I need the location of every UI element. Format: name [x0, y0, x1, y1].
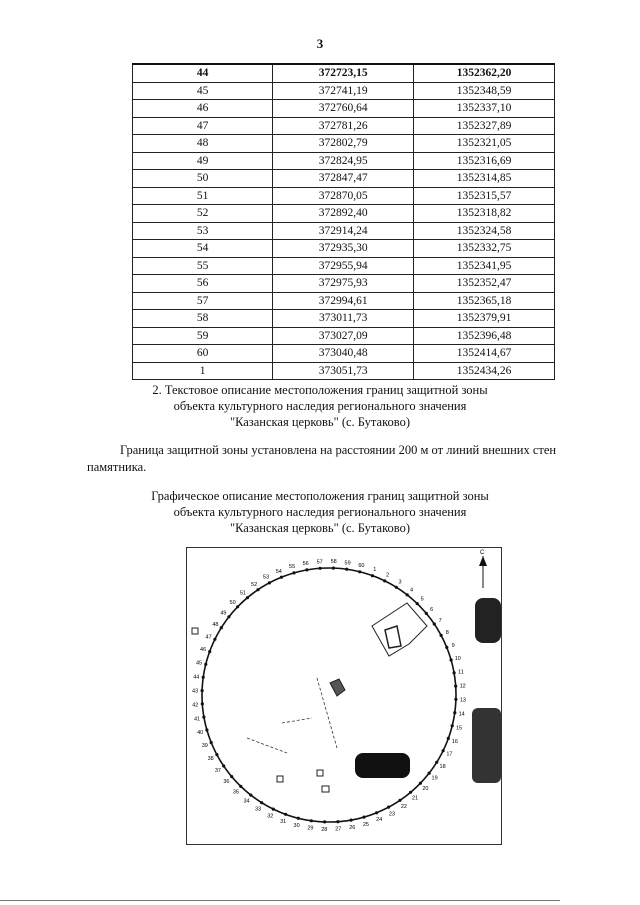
y-coordinate-cell: 1352314,85 — [414, 170, 555, 188]
boundary-point — [305, 568, 308, 571]
x-coordinate-cell: 372847,47 — [273, 170, 414, 188]
boundary-point-label: 48 — [212, 622, 219, 628]
north-label: С — [480, 550, 485, 556]
point-number-cell: 56 — [133, 275, 273, 293]
x-coordinate-cell: 372723,15 — [273, 64, 414, 82]
boundary-point-label: 41 — [193, 716, 201, 723]
boundary-point — [428, 772, 431, 775]
boundary-point-label: 14 — [458, 711, 465, 718]
y-coordinate-cell: 1352324,58 — [414, 222, 555, 240]
x-coordinate-cell: 373011,73 — [273, 310, 414, 328]
table-row — [133, 152, 555, 170]
table-row — [133, 345, 555, 363]
dark-area-right-lower — [472, 708, 501, 783]
boundary-point-label: 34 — [243, 798, 250, 805]
boundary-point-label: 12 — [459, 683, 466, 690]
boundary-point — [383, 579, 386, 582]
boundary-point-label: 28 — [321, 826, 328, 833]
section-2-line3: "Казанская церковь" (с. Бутаково) — [229, 415, 411, 429]
boundary-point-label: 53 — [263, 574, 270, 581]
boundary-point — [201, 702, 204, 705]
boundary-point-label: 11 — [458, 669, 464, 676]
y-coordinate-cell: 1352362,20 — [414, 64, 555, 82]
y-coordinate-cell: 1352365,18 — [414, 292, 555, 310]
y-coordinate-cell: 1352379,91 — [414, 310, 555, 328]
point-number-cell: 48 — [133, 135, 273, 153]
boundary-point-label: 40 — [197, 729, 204, 736]
boundary-point — [272, 808, 275, 811]
point-number-cell: 52 — [133, 205, 273, 223]
boundary-point-label: 27 — [335, 826, 342, 833]
boundary-point — [236, 605, 239, 608]
y-coordinate-cell: 1352337,10 — [414, 100, 555, 118]
boundary-point — [230, 775, 233, 778]
boundary-point — [210, 741, 213, 744]
boundary-point-label: 26 — [349, 825, 356, 831]
boundary-point-label: 19 — [431, 775, 438, 782]
boundary-point — [416, 602, 419, 605]
point-number-cell: 49 — [133, 152, 273, 170]
boundary-point-label: 29 — [307, 825, 314, 832]
point-number-cell: 53 — [133, 222, 273, 240]
boundary-point-label: 51 — [239, 590, 246, 597]
point-number-cell: 50 — [133, 170, 273, 188]
x-coordinate-cell: 372955,94 — [273, 257, 414, 275]
x-coordinate-cell: 372935,30 — [273, 240, 414, 258]
paragraph-line1: Граница защитной зоны установлена на расстоянии 200 м от линий внешних стен — [120, 443, 557, 457]
x-coordinate-cell: 372824,95 — [273, 152, 414, 170]
boundary-point — [454, 698, 457, 701]
boundary-point-label: 46 — [200, 647, 207, 654]
x-coordinate-cell: 373027,09 — [273, 327, 414, 345]
y-coordinate-cell: 1352318,82 — [414, 205, 555, 223]
boundary-point — [319, 567, 322, 570]
graphic-line3: "Казанская церковь" (с. Бутаково) — [229, 521, 411, 535]
boundary-point-label: 30 — [293, 823, 300, 829]
boundary-point — [387, 806, 390, 809]
boundary-point-label: 33 — [254, 806, 262, 813]
boundary-point-label: 57 — [316, 559, 323, 566]
boundary-point — [323, 820, 326, 823]
boundary-point — [213, 638, 216, 641]
boundary-point — [406, 593, 409, 596]
boundary-point — [204, 663, 207, 666]
small-building — [322, 786, 329, 792]
boundary-point-label: 36 — [223, 779, 230, 786]
x-coordinate-cell: 372914,24 — [273, 222, 414, 240]
boundary-point — [292, 571, 295, 574]
paragraph-line2: памятника. — [87, 460, 147, 474]
y-coordinate-cell: 1352434,26 — [414, 362, 555, 380]
boundary-point — [425, 612, 428, 615]
x-coordinate-cell: 373040,48 — [273, 345, 414, 363]
boundary-point — [419, 782, 422, 785]
boundary-point — [284, 813, 287, 816]
boundary-point-label: 10 — [454, 656, 461, 663]
boundary-point-label: 1 — [373, 567, 377, 574]
boundary-point-label: 3 — [398, 579, 402, 586]
y-coordinate-cell: 1352321,05 — [414, 135, 555, 153]
monument-outline — [330, 679, 345, 696]
point-number-cell: 45 — [133, 82, 273, 100]
point-number-cell: 54 — [133, 240, 273, 258]
boundary-point — [201, 689, 204, 692]
boundary-point — [358, 570, 361, 573]
table-row — [133, 187, 555, 205]
boundary-point-label: 20 — [422, 786, 429, 793]
boundary-point-label: 6 — [430, 606, 434, 613]
boundary-point-label: 39 — [201, 743, 208, 750]
boundary-point — [205, 728, 208, 731]
x-coordinate-cell: 372994,61 — [273, 292, 414, 310]
map-drawing — [187, 548, 501, 844]
graphic-heading — [0, 488, 640, 536]
x-coordinate-cell: 372975,93 — [273, 275, 414, 293]
boundary-point — [268, 581, 271, 584]
boundary-point — [220, 626, 223, 629]
boundary-point — [375, 811, 378, 814]
table-row — [133, 310, 555, 328]
boundary-point-label: 35 — [232, 789, 239, 796]
boundary-point-label: 21 — [412, 795, 419, 802]
bottom-rule — [0, 900, 560, 901]
boundary-point — [398, 799, 401, 802]
boundary-point — [336, 820, 339, 823]
boundary-point — [260, 801, 263, 804]
boundary-point — [433, 622, 436, 625]
boundary-point-label: 8 — [445, 630, 449, 637]
table-row — [133, 275, 555, 293]
table-row — [133, 100, 555, 118]
small-building — [192, 628, 198, 634]
y-coordinate-cell: 1352315,57 — [414, 187, 555, 205]
y-coordinate-cell: 1352316,69 — [414, 152, 555, 170]
boundary-point — [297, 817, 300, 820]
x-coordinate-cell: 372760,64 — [273, 100, 414, 118]
boundary-point-label: 50 — [229, 599, 236, 606]
x-coordinate-cell: 372892,40 — [273, 205, 414, 223]
table-row — [133, 327, 555, 345]
boundary-point — [435, 761, 438, 764]
graphic-line1: Графическое описание местоположения границ защитной зоны — [151, 489, 489, 503]
coordinates-table — [132, 63, 555, 380]
boundary-point-label: 9 — [451, 642, 455, 649]
small-building — [317, 770, 323, 776]
point-number-cell: 55 — [133, 257, 273, 275]
table-row — [133, 205, 555, 223]
boundary-point — [395, 586, 398, 589]
boundary-point-label: 2 — [386, 572, 390, 579]
boundary-point — [215, 753, 218, 756]
plot-outline — [372, 603, 427, 656]
y-coordinate-cell: 1352327,89 — [414, 117, 555, 135]
x-coordinate-cell: 372802,79 — [273, 135, 414, 153]
boundary-point — [239, 785, 242, 788]
table-row — [133, 222, 555, 240]
boundary-point-label: 25 — [362, 821, 369, 828]
y-coordinate-cell: 1352341,95 — [414, 257, 555, 275]
boundary-point — [202, 676, 205, 679]
boundary-point-label: 23 — [388, 811, 395, 818]
table-row — [133, 240, 555, 258]
boundary-point-label: 47 — [205, 634, 212, 641]
graphic-line2: объекта культурного наследия регионального значения — [173, 505, 467, 519]
protection-zone-map — [186, 547, 502, 845]
boundary-point — [445, 646, 448, 649]
boundary-point — [202, 716, 205, 719]
boundary-point — [447, 737, 450, 740]
boundary-point — [450, 658, 453, 661]
y-coordinate-cell: 1352352,47 — [414, 275, 555, 293]
point-number-cell: 57 — [133, 292, 273, 310]
point-number-cell: 1 — [133, 362, 273, 380]
point-number-cell: 44 — [133, 64, 273, 82]
boundary-point — [208, 650, 211, 653]
boundary-point-label: 45 — [195, 660, 203, 667]
zone-description-paragraph — [87, 442, 567, 476]
boundary-point-label: 7 — [438, 618, 442, 625]
boundary-point — [451, 724, 454, 727]
point-number-cell: 51 — [133, 187, 273, 205]
boundary-point-label: 18 — [439, 764, 446, 770]
boundary-point — [246, 596, 249, 599]
boundary-point-label: 49 — [220, 610, 227, 617]
small-building — [277, 776, 283, 782]
boundary-point-label: 32 — [267, 813, 274, 820]
boundary-point — [409, 791, 412, 794]
building-outline — [385, 626, 401, 648]
boundary-point-label: 17 — [446, 751, 453, 758]
boundary-point — [332, 567, 335, 570]
boundary-point — [345, 568, 348, 571]
boundary-point-label: 43 — [192, 688, 199, 695]
y-coordinate-cell: 1352414,67 — [414, 345, 555, 363]
page-number: 3 — [316, 36, 324, 51]
table-row — [133, 292, 555, 310]
boundary-point-label: 22 — [400, 804, 407, 811]
boundary-point — [442, 749, 445, 752]
north-arrow-icon — [479, 556, 487, 588]
table-row — [133, 257, 555, 275]
boundary-point-label: 15 — [455, 725, 463, 732]
table-row — [133, 117, 555, 135]
y-coordinate-cell: 1352348,59 — [414, 82, 555, 100]
boundary-point-label: 52 — [251, 581, 258, 588]
y-coordinate-cell: 1352332,75 — [414, 240, 555, 258]
point-number-cell: 58 — [133, 310, 273, 328]
protection-zone-boundary — [202, 568, 456, 822]
road-lines — [247, 678, 337, 753]
boundary-point — [350, 819, 353, 822]
boundary-point-label: 5 — [420, 596, 424, 603]
boundary-point-label: 16 — [451, 738, 458, 745]
x-coordinate-cell: 373051,73 — [273, 362, 414, 380]
boundary-point-label: 60 — [358, 563, 365, 569]
dark-area-right — [475, 598, 501, 643]
point-number-cell: 59 — [133, 327, 273, 345]
table-row — [133, 135, 555, 153]
boundary-point-label: 24 — [376, 817, 383, 824]
boundary-point-label: 44 — [193, 674, 200, 681]
boundary-point — [222, 764, 225, 767]
boundary-point — [249, 794, 252, 797]
x-coordinate-cell: 372741,19 — [273, 82, 414, 100]
boundary-point-label: 4 — [409, 587, 414, 594]
boundary-point — [362, 816, 365, 819]
boundary-point-label: 56 — [302, 561, 309, 567]
section-2-heading — [0, 382, 640, 430]
boundary-point-label: 38 — [207, 755, 214, 762]
section-2-line1: 2. Текстовое описание местоположения границ защитной зоны — [152, 383, 488, 397]
y-coordinate-cell: 1352396,48 — [414, 327, 555, 345]
table-row — [133, 170, 555, 188]
boundary-point — [280, 576, 283, 579]
x-coordinate-cell: 372870,05 — [273, 187, 414, 205]
boundary-point — [310, 819, 313, 822]
table-row — [133, 64, 555, 82]
boundary-point-label: 58 — [330, 559, 337, 566]
boundary-point-label: 37 — [214, 767, 221, 774]
boundary-point-label: 55 — [289, 564, 296, 571]
boundary-point-label: 59 — [344, 560, 351, 567]
boundary-point-label: 31 — [280, 818, 287, 825]
boundary-point — [227, 615, 230, 618]
dark-area — [355, 753, 410, 778]
point-number-cell: 47 — [133, 117, 273, 135]
point-number-cell: 46 — [133, 100, 273, 118]
boundary-point — [453, 671, 456, 674]
x-coordinate-cell: 372781,26 — [273, 117, 414, 135]
boundary-point — [256, 588, 259, 591]
boundary-point — [371, 574, 374, 577]
boundary-point-label: 54 — [275, 568, 282, 575]
boundary-point-label: 13 — [459, 697, 466, 704]
section-2-line2: объекта культурного наследия регионального значения — [173, 399, 467, 413]
point-number-cell: 60 — [133, 345, 273, 363]
boundary-point — [454, 685, 457, 688]
boundary-point-label: 42 — [192, 702, 199, 709]
table-row — [133, 362, 555, 380]
table-row — [133, 82, 555, 100]
boundary-point — [440, 634, 443, 637]
boundary-point — [453, 711, 456, 714]
